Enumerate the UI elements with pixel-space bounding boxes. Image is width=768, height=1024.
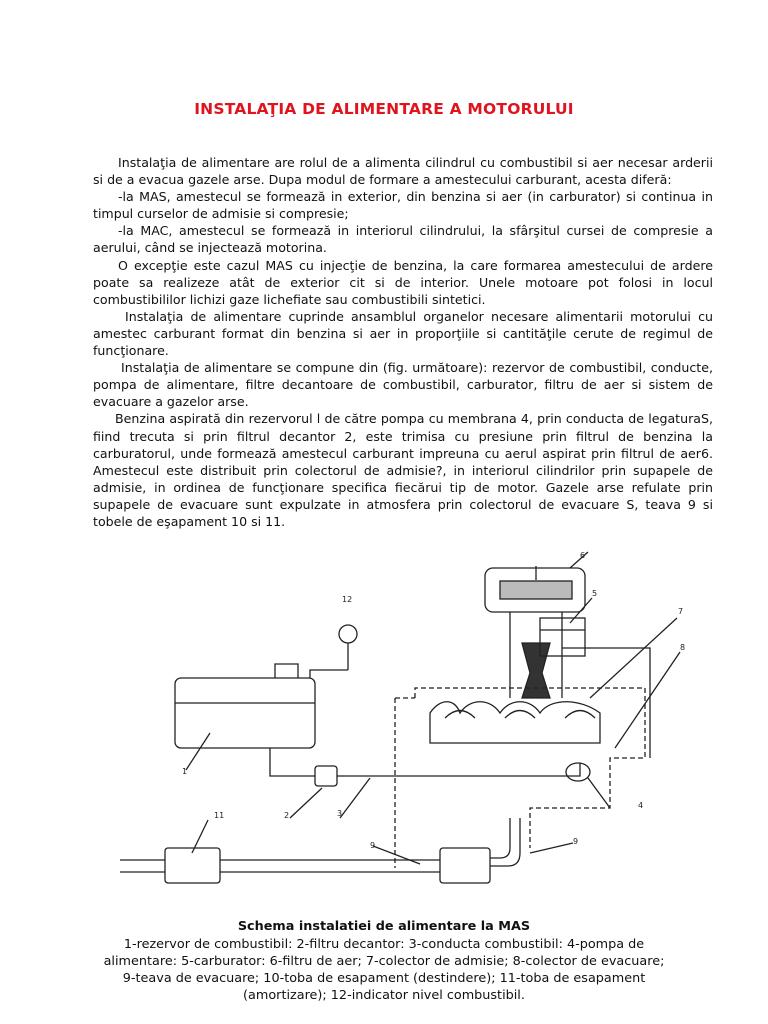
- paragraph: -la MAC, amestecul se formează in interiorul cilindrului, la sfârşitul cursei de compresie a aerului, când se injectează motorina.: [93, 223, 713, 256]
- body-text: [93, 154, 713, 530]
- label-12: 12: [342, 595, 353, 604]
- intake-manifold-shape: [430, 702, 600, 743]
- label-3: 3: [337, 809, 343, 818]
- decanter-filter-shape: [315, 766, 337, 786]
- paragraph: Instalaţia de alimentare are rolul de a alimenta cilindrul cu combustibil si aer necesar arderii si de a evacua gazele arse. Dupa modul de formare a amestecului carburant, acesta diferă:: [93, 155, 713, 188]
- fuel-gauge-shape: [339, 625, 357, 643]
- muffler-11-shape: [165, 848, 220, 883]
- label-1: 1: [182, 767, 188, 776]
- paragraph: O excepţie este cazul MAS cu injecţie de benzina, la care formarea amestecului de ardere poate sa realizeze atât de exterior cit si de interior. Unele motoare pot folosi in locul combustibililor lichizi gaze lichefiate sau combustibili sintetici.: [93, 257, 713, 307]
- page-title: INSTALAŢIA DE ALIMENTARE A MOTORULUI: [194, 100, 574, 118]
- label-6: 6: [580, 551, 586, 560]
- paragraph: Instalaţia de alimentare se compune din (fig. următoare): rezervor de combustibil, conducte, pompa de alimentare, filtre decantoare de combustibil, carburator, filtru de aer si sistem de evacuare a gazelor arse.: [93, 360, 713, 410]
- label-9-right: 9: [573, 837, 579, 846]
- label-11: 11: [214, 811, 225, 820]
- figure-caption-text: 1-rezervor de combustibil: 2-filtru decantor: 3-conducta combustibil: 4-pompa de alimentare: 5-carburator: 6-filtru de aer; 7-colector de admisie; 8-colector de evacuare; 9-teava de evacuare; 10-toba de esapament (destindere); 11-toba de esapament (amortizare); 12-indicator nivel combustibil.: [103, 937, 665, 1003]
- label-2: 2: [284, 811, 290, 820]
- paragraph: -la MAS, amestecul se formează in exterior, din benzina si aer (in carburator) si continua in timpul curselor de admisie si compresie;: [93, 189, 713, 222]
- label-4: 4: [638, 801, 644, 810]
- paragraph: Instalaţia de alimentare cuprinde ansamblul organelor necesare alimentarii motorului cu amestec carburant format din benzina si aer in proporţiile si cantităţile cerute de regimul de funcţionare.: [93, 308, 713, 359]
- label-8: 8: [680, 643, 686, 652]
- label-9-left: 9: [370, 841, 376, 850]
- fuel-system-diagram: [110, 548, 700, 908]
- muffler-10-shape: [440, 848, 490, 883]
- label-7: 7: [678, 607, 684, 616]
- fuel-pump-shape: [566, 763, 590, 781]
- exhaust-pipe-shape: [490, 818, 510, 858]
- fuel-tank-shape: [175, 678, 315, 748]
- air-filter-element: [500, 581, 572, 599]
- paragraph: Benzina aspirată din rezervorul l de către pompa cu membrana 4, prin conducta de legaturaS, fiind trecuta si prin filtrul decantor 2, este trimisa cu presiune prin filtrul de benzina la carburatorul, unde formează amestecul carburant impreuna cu aerul aspirat prin filtrul de aer6. Amestecul este distribuit prin colectorul de admisie?, in interiorul cilindrilor prin supapele de admisie, in ordinea de funcţionare specifica fiecărui tip de motor. Gazele arse refulate prin supapele de evacuare sunt expulzate in atmosfera prin colectorul de evacuare S, teava 9 si tobele de eşapament 10 si 11.: [93, 411, 713, 529]
- figure-caption-title: Schema instalatiei de alimentare la MAS: [237, 919, 531, 934]
- label-5: 5: [592, 589, 598, 598]
